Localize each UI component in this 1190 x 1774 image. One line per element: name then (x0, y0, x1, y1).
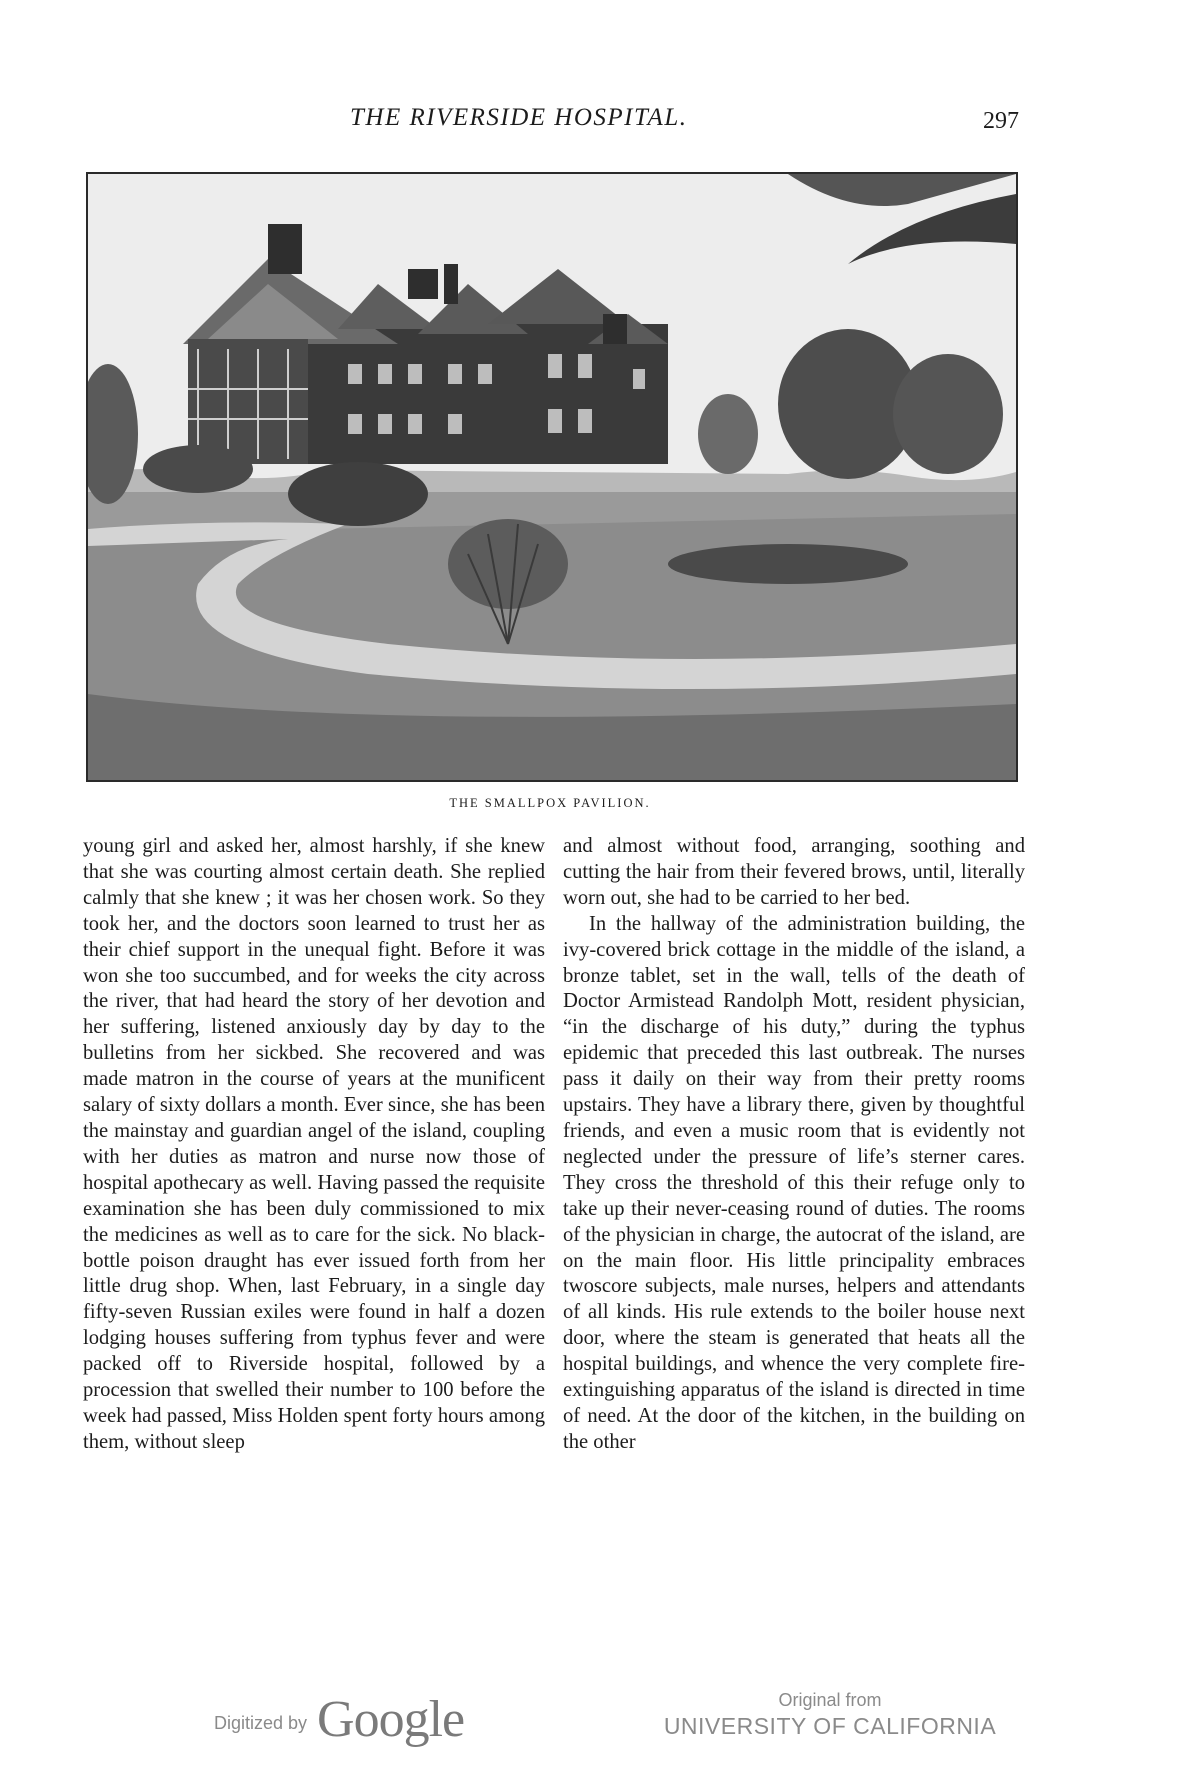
institution-name: UNIVERSITY OF CALIFORNIA (663, 1713, 997, 1739)
right-paragraph-1: and almost without food, arranging, soothing and cutting the hair from their fevered brows, until, literally worn out, she had to be carried to her bed. (563, 835, 1025, 909)
left-paragraph: young girl and asked her, almost harshly, if she knew that she was courting almost certain death. She replied calmly that she knew ; it was her chosen work. So they took her, and the doctors soon learned to trust her as their chief support in the unequal fight. Before it was won she too succumbed, and for weeks the city across the river, that had heard the story of her devotion and her suffering, listened anxiously day by day to the bulletins from her sickbed. She recovered and was made matron in the course of years at the munificent salary of sixty dollars a month. Ever since, she has been the mainstay and guardian angel of the island, coupling with her duties as matron and nurse now those of hospital apothecary as well. Having passed the requisite examination she has been duly commissioned to mix the medicines as well as to care for the sick. No black-bottle poison draught has ever issued forth from her little drug shop. When, last February, in a single day fifty-seven Russian exiles were found in half a dozen lodging houses suffering from typhus fever and were packed off to Riverside hospital, followed by a procession that swelled their number to 100 before the week had passed, Miss Holden spent forty hours among them, without sleep (83, 835, 545, 1453)
left-column (83, 834, 545, 1456)
running-title: THE RIVERSIDE HOSPITAL. (350, 104, 688, 131)
figure-caption: THE SMALLPOX PAVILION. (449, 796, 651, 810)
right-paragraph-2: In the hallway of the administration building, the ivy-covered brick cottage in the middle of the island, a bronze tablet, set in the wall, tells of the death of Doctor Armistead Randolph Mott, resident physician, “in the discharge of his duty,” during the typhus epidemic that preceded this last outbreak. The nurses pass it daily on their way from their pretty rooms upstairs. They have a library there, given by thoughtful friends, and even a music room that is evidently not neglected under the pressure of life’s sterner cares. They cross the threshold of this their refuge only to take up their never-ceasing round of duties. The rooms of the physician in charge, the autocrat of the island, are on the main floor. His little principality embraces twoscore subjects, male nurses, helpers and attendants of all kinds. His rule extends to the boiler house next door, where the steam is generated that heats all the hospital buildings, and whence the very complete fire-extinguishing apparatus of the island is directed in time of need. At the door of the kitchen, in the building on the other (563, 912, 1025, 1453)
right-column (563, 834, 1025, 1456)
google-logo: Google (317, 1691, 465, 1748)
page-number: 297 (983, 108, 1019, 134)
original-from-label: Original from (778, 1690, 882, 1710)
digitized-by-label: Digitized by (214, 1713, 308, 1733)
provenance-notice (660, 1690, 1000, 1740)
digitized-by-notice (214, 1691, 465, 1753)
smallpox-pavilion-photo (86, 172, 1018, 782)
